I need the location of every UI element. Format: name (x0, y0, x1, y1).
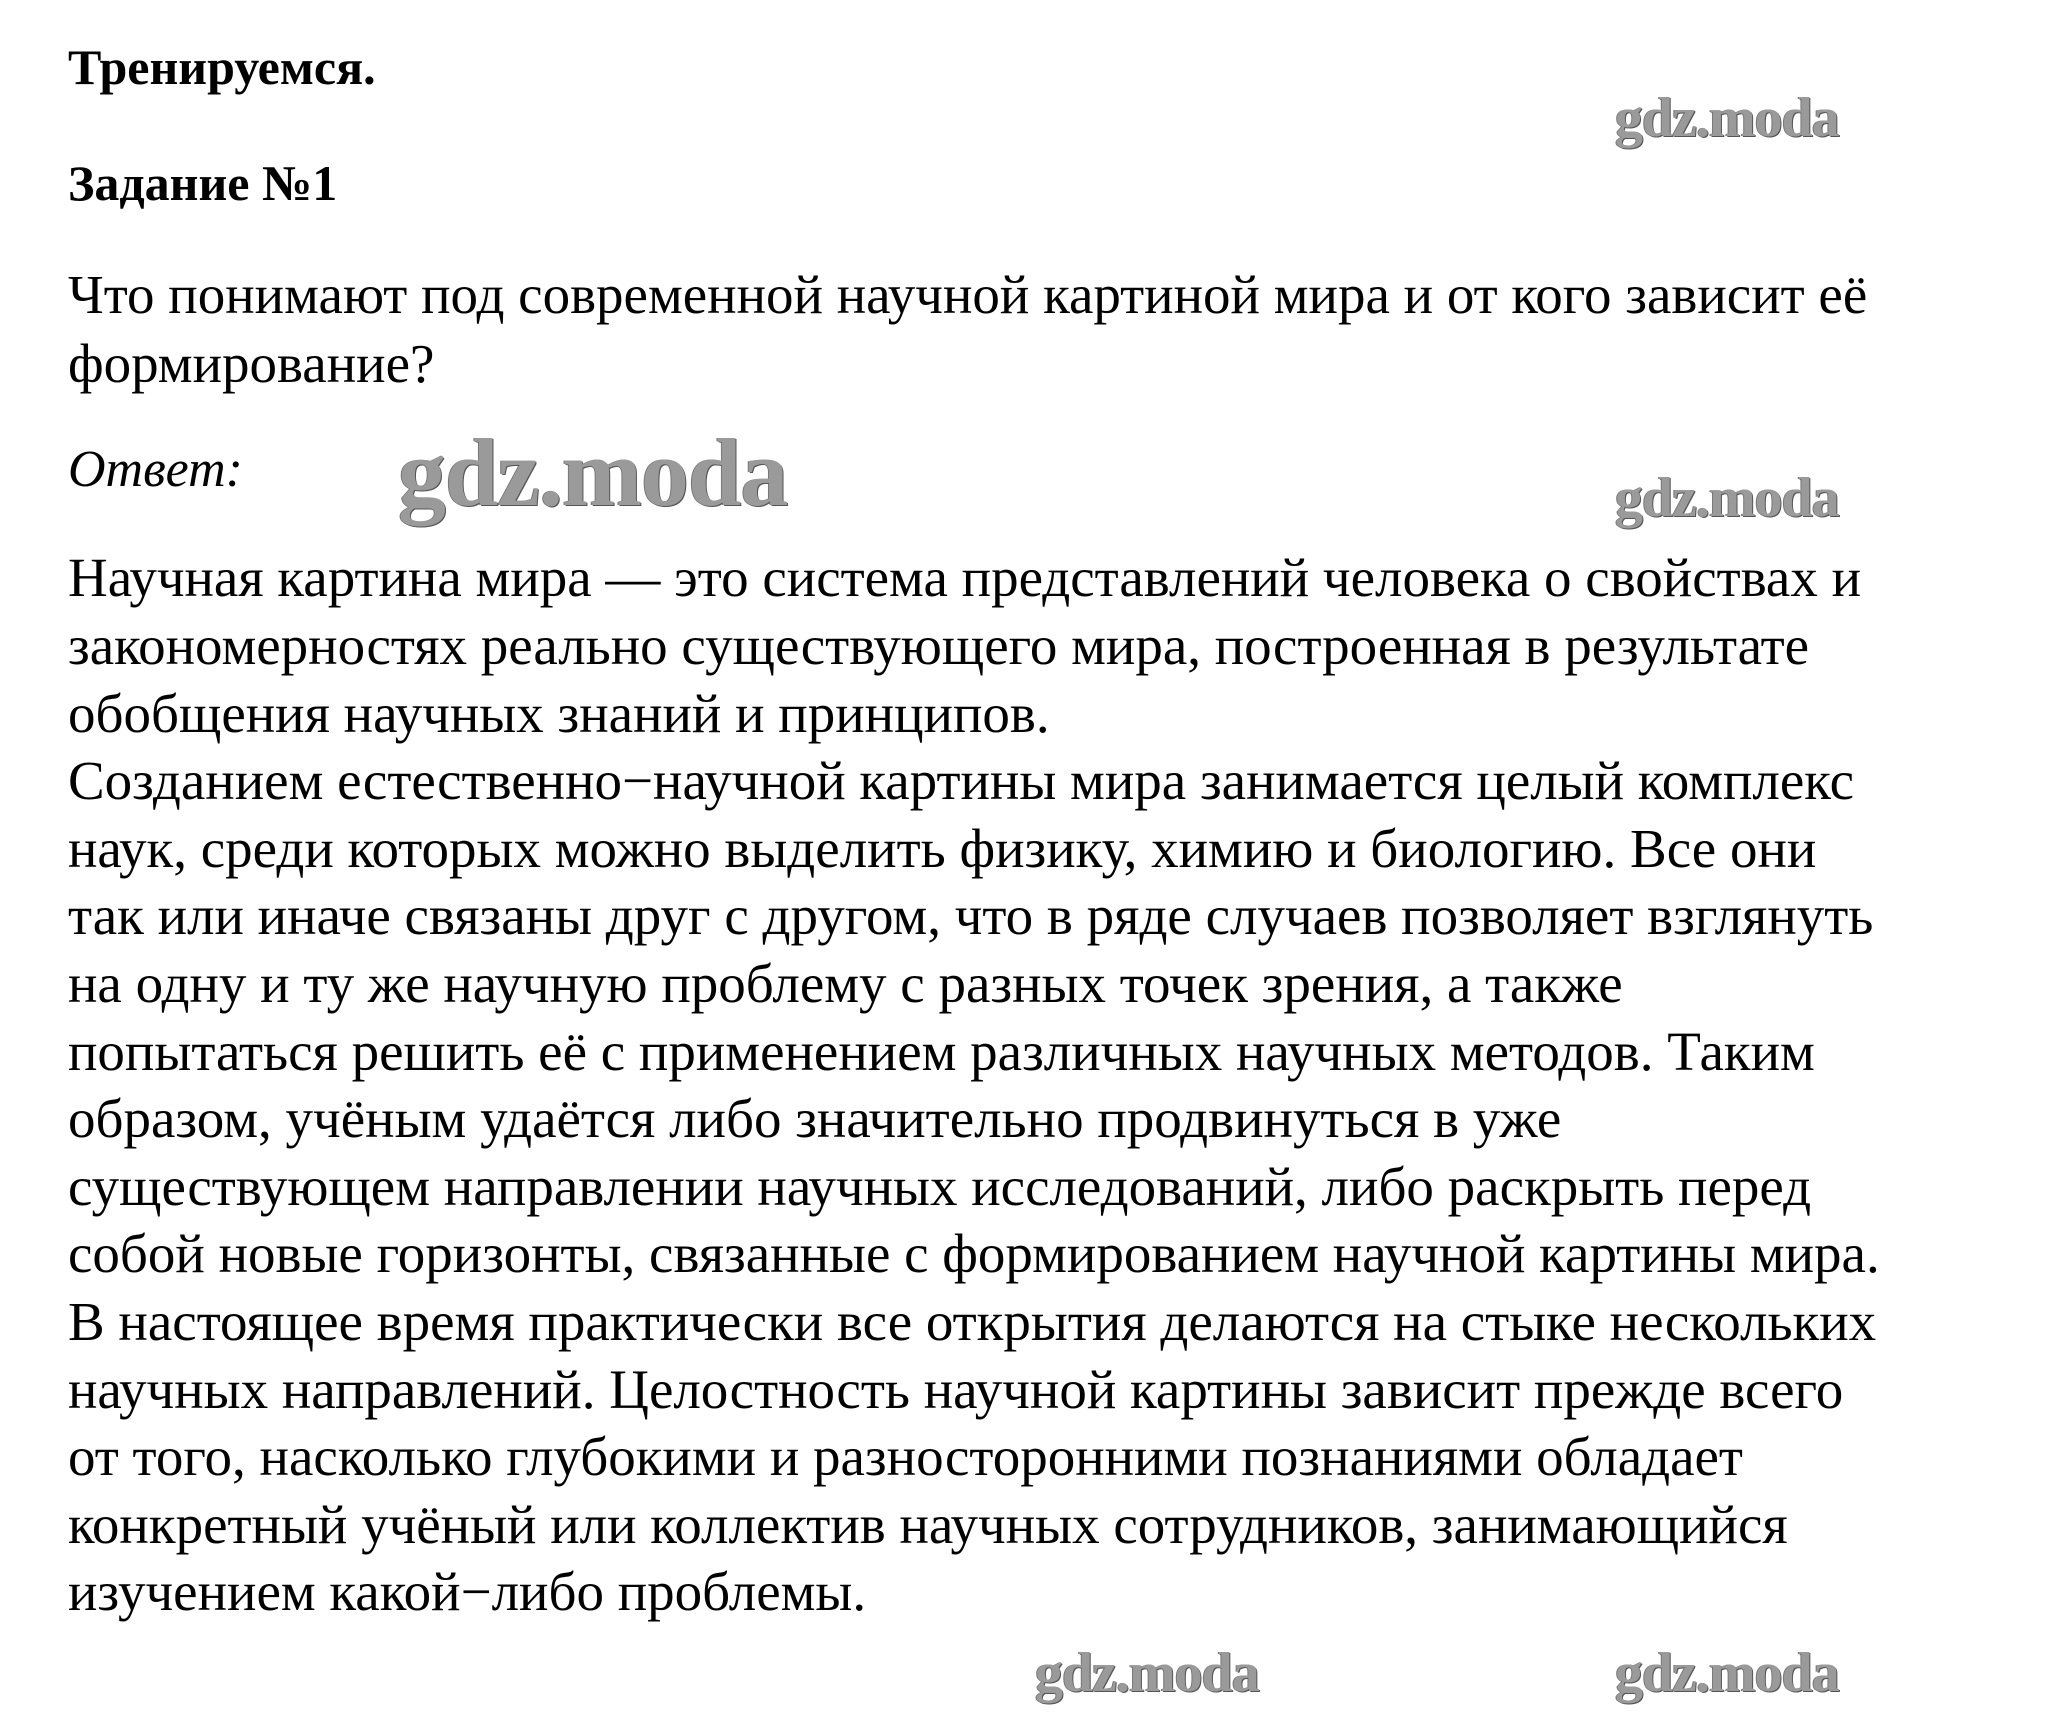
question-line: Что понимают под современной научной картиной мира и от кого зависит её (68, 264, 1868, 325)
answer-line: обобщения научных знаний и принципов. (68, 683, 1050, 744)
answer-line: конкретный учёный или коллектив научных сотрудников, занимающийся (68, 1494, 1788, 1555)
answer-line: Созданием естественно−научной картины мира занимается целый комплекс (68, 750, 1855, 811)
answer-line: В настоящее время практически все открытия делаются на стыке нескольких (68, 1291, 1877, 1352)
answer-line: научных направлений. Целостность научной картины зависит прежде всего (68, 1359, 1844, 1420)
watermark: gdz.moda (1615, 87, 1839, 149)
answer-line: закономерностях реально существующего мира, построенная в результате (68, 615, 1810, 676)
answer-line: собой новые горизонты, связанные с формированием научной картины мира. (68, 1223, 1880, 1284)
answer-line: существующем направлении научных исследований, либо раскрыть перед (68, 1156, 1812, 1217)
answer-line: образом, учёным удаётся либо значительно продвинуться в уже (68, 1088, 1562, 1149)
watermark: gdz.moda (1035, 1642, 1259, 1704)
answer-line: от того, насколько глубокими и разносторонними познаниями обладает (68, 1426, 1743, 1487)
section-heading: Тренируемся. (68, 39, 376, 95)
watermark: gdz.moda (398, 419, 788, 526)
watermark: gdz.moda (1615, 467, 1839, 529)
answer-line: на одну и ту же научную проблему с разных точек зрения, а также (68, 953, 1623, 1014)
answer-line: попытаться решить её с применением различных научных методов. Таким (68, 1021, 1815, 1082)
task-title: Задание №1 (68, 155, 338, 211)
answer-line: так или иначе связаны друг с другом, что в ряде случаев позволяет взглянуть (68, 885, 1874, 946)
question-line: формирование? (68, 333, 435, 394)
answer-label: Ответ: (68, 441, 243, 498)
watermark: gdz.moda (1615, 1642, 1839, 1704)
answer-line: наук, среди которых можно выделить физику, химию и биологию. Все они (68, 818, 1817, 879)
answer-line: изучением какой−либо проблемы. (68, 1561, 867, 1622)
answer-line: Научная картина мира — это система представлений человека о свойствах и (68, 547, 1862, 608)
